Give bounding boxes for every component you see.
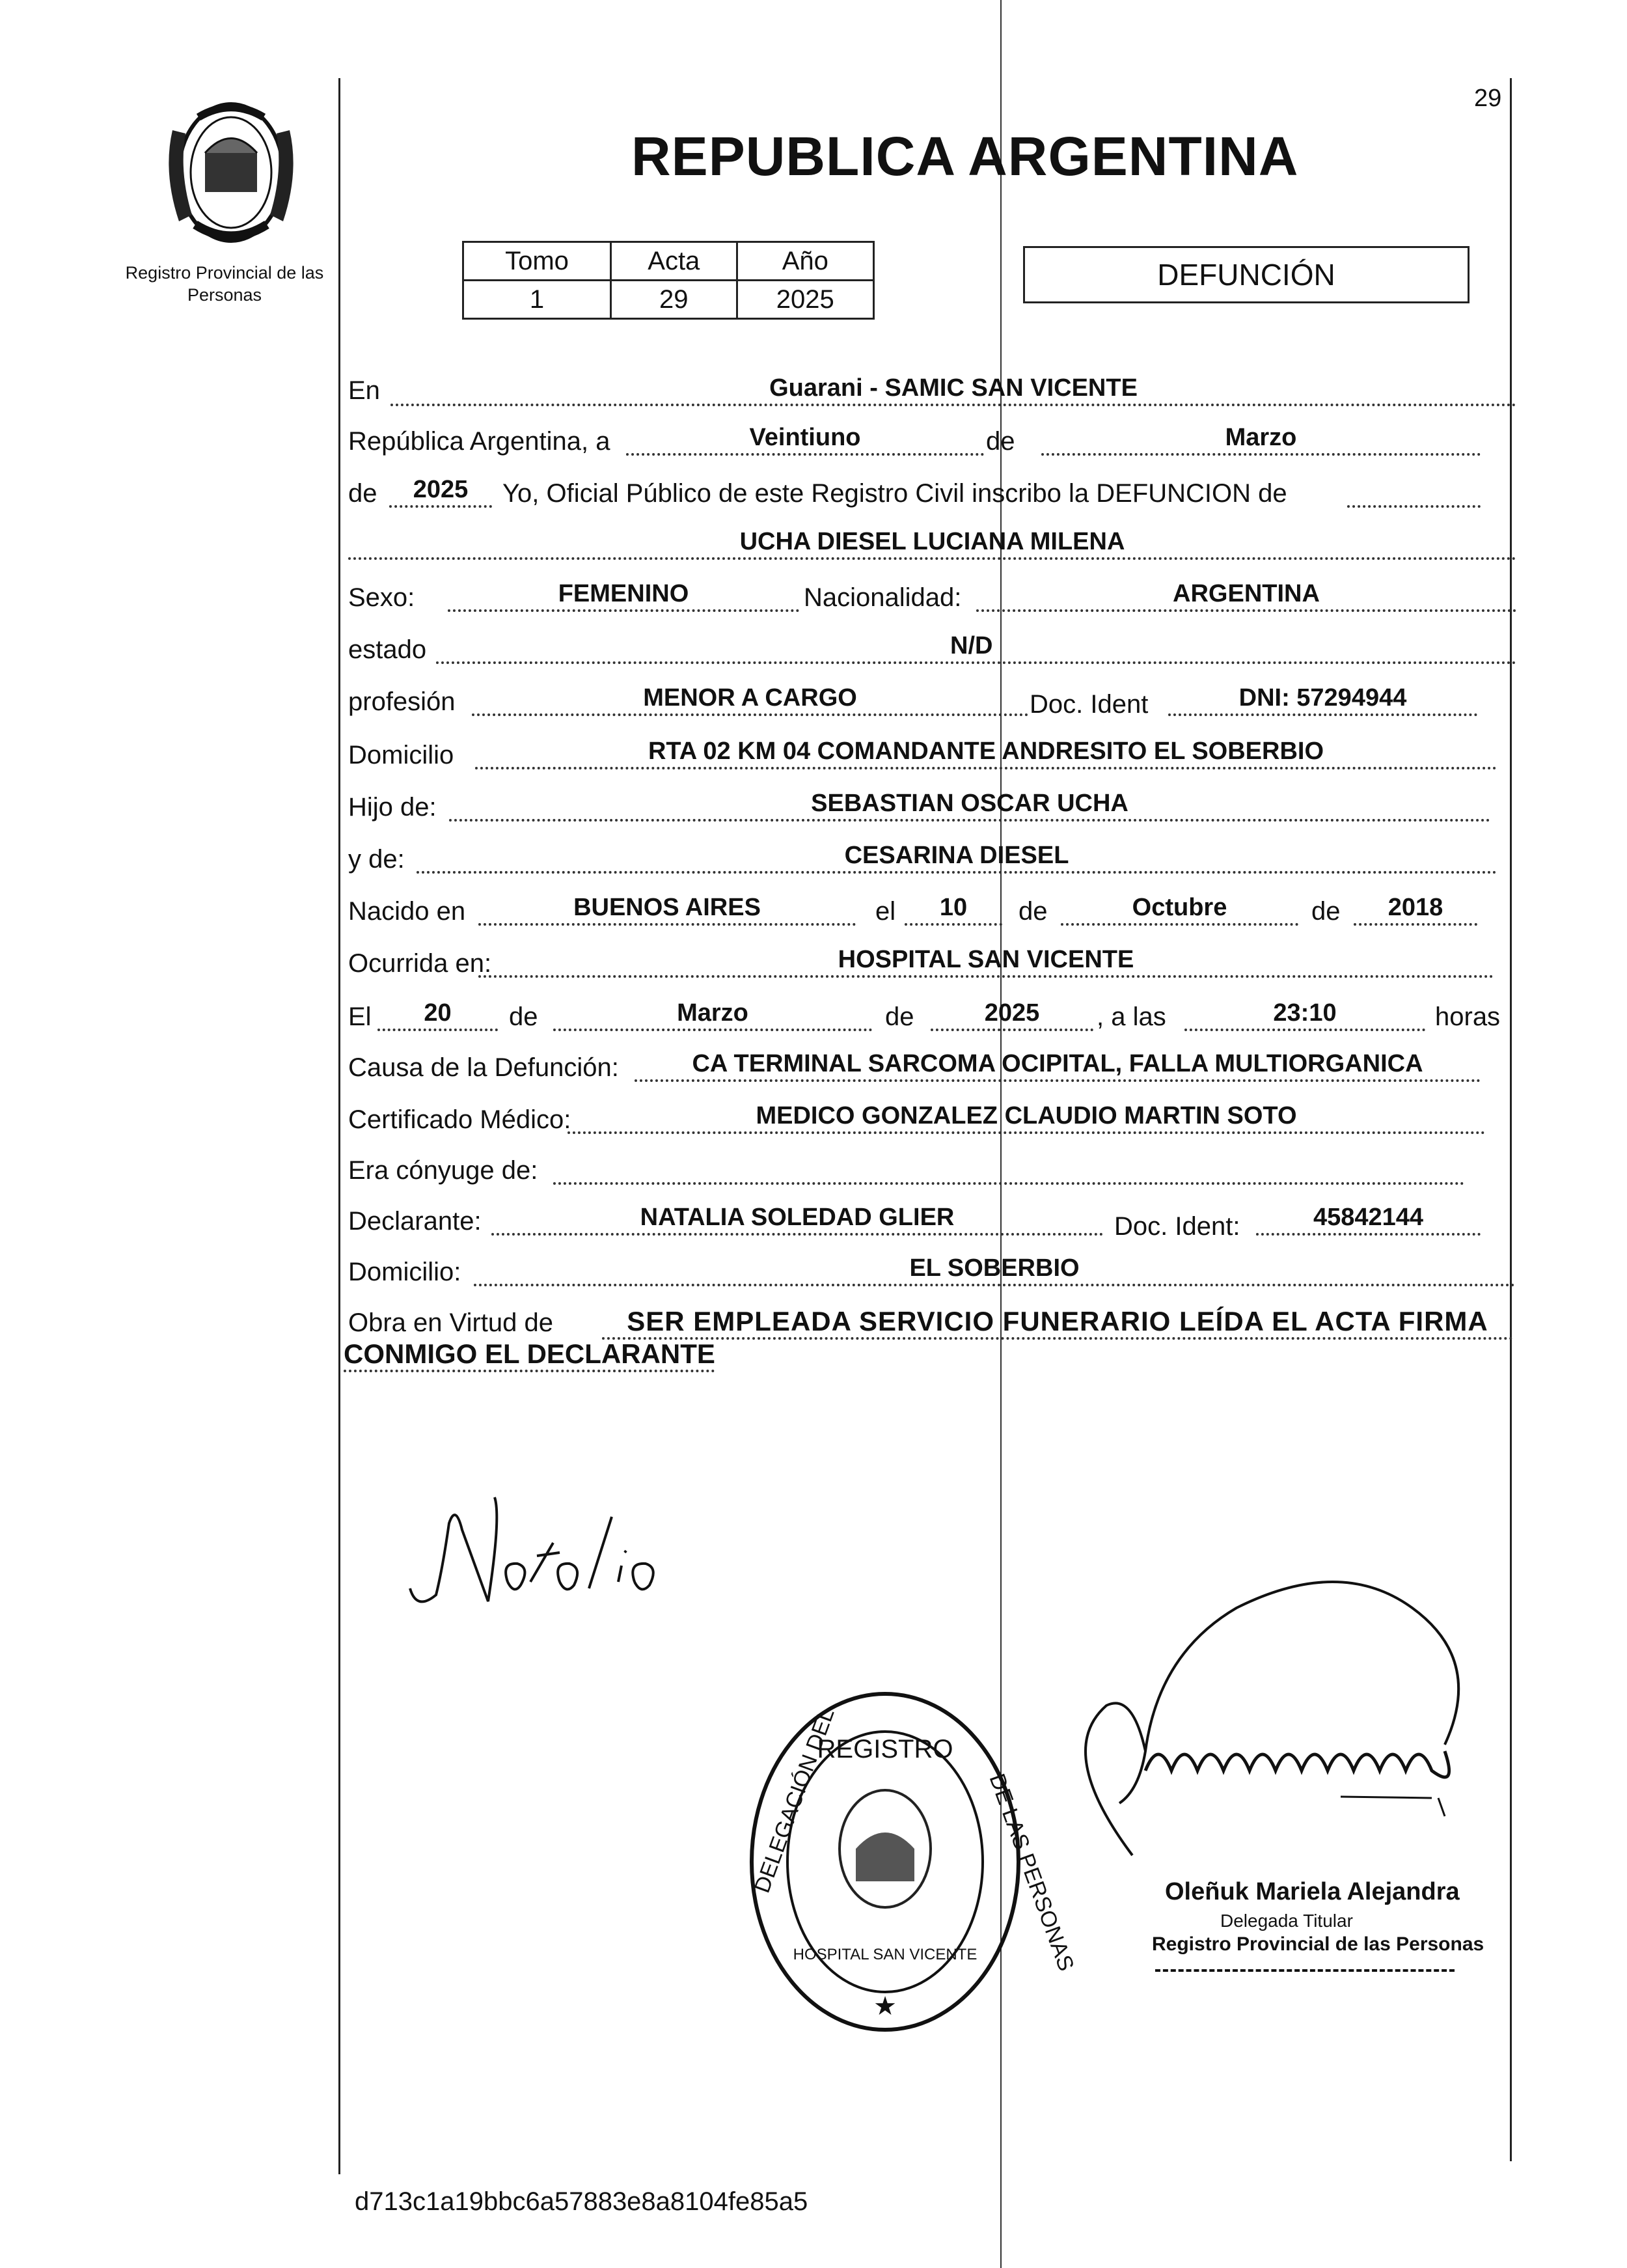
header-acta: Acta — [610, 242, 737, 281]
document-hash: d713c1a19bbc6a57883e8a8104fe85a5 — [355, 2187, 808, 2216]
nacionalidad-value: ARGENTINA — [976, 574, 1516, 612]
domicilio-value: RTA 02 KM 04 COMANDANTE ANDRESITO EL SOBERBIO — [475, 732, 1497, 769]
doc-label: Doc. Ident — [1030, 690, 1149, 719]
svg-text:DELEGACIÓN DEL: DELEGACIÓN DEL — [749, 1705, 840, 1896]
nacido-label: Nacido en — [348, 897, 466, 926]
official-underline — [1155, 1969, 1455, 1972]
de-label-1: de — [986, 427, 1015, 456]
obra-label: Obra en Virtud de — [348, 1308, 554, 1337]
def-de-label-2: de — [885, 1003, 914, 1031]
domicilio2-label: Domicilio: — [348, 1258, 461, 1286]
declarante-label: Declarante: — [348, 1207, 482, 1236]
alas-label: , a las — [1097, 1003, 1166, 1031]
conyuge-value — [553, 1147, 1464, 1185]
svg-text:HOSPITAL SAN VICENTE: HOSPITAL SAN VICENTE — [793, 1946, 978, 1963]
profesion-value: MENOR A CARGO — [472, 678, 1028, 716]
svg-text:REGISTRO: REGISTRO — [817, 1735, 953, 1763]
nac-dia-value: 10 — [905, 888, 1002, 926]
domicilio-label: Domicilio — [348, 741, 454, 769]
acta-table-value-row — [463, 281, 874, 319]
causa-value: CA TERMINAL SARCOMA OCIPITAL, FALLA MULTIORGANICA — [635, 1044, 1481, 1082]
header-tomo: Tomo — [463, 242, 611, 281]
left-margin-line — [338, 78, 340, 2174]
dia-value: Veintiuno — [626, 418, 984, 456]
horas-label: horas — [1435, 1003, 1501, 1031]
oficial-text: Yo, Oficial Público de este Registro Civil inscribo la DEFUNCION de — [502, 479, 1287, 508]
page-title: REPUBLICA ARGENTINA — [631, 126, 1299, 187]
nac-anio-value: 2018 — [1354, 888, 1477, 926]
hijo-label: Hijo de: — [348, 793, 437, 822]
en-value: Guarani - SAMIC SAN VICENTE — [390, 368, 1516, 406]
ocurrida-value: HOSPITAL SAN VICENTE — [478, 940, 1494, 978]
obra-line-1: SER EMPLEADA SERVICIO FUNERARIO LEÍDA EL ACTA FIRMA — [602, 1302, 1513, 1340]
def-de-label-1: de — [509, 1003, 538, 1031]
estado-text: N/D — [950, 632, 993, 659]
def-anio-value: 2025 — [931, 993, 1093, 1031]
province-seal — [159, 91, 303, 254]
estado-label: estado — [348, 635, 427, 664]
nac-de-label-2: de — [1311, 897, 1341, 926]
obra-line-2: CONMIGO EL DECLARANTE — [344, 1335, 715, 1372]
svg-text:DE LAS PERSONAS: DE LAS PERSONAS — [984, 1770, 1079, 1974]
republica-label: República Argentina, a — [348, 427, 610, 456]
doc2-label: Doc. Ident: — [1114, 1212, 1240, 1241]
causa-label: Causa de la Defunción: — [348, 1053, 619, 1082]
padre-value: SEBASTIAN OSCAR UCHA — [449, 784, 1490, 822]
declarante-value: NATALIA SOLEDAD GLIER — [491, 1198, 1103, 1236]
value-acta: 29 — [610, 281, 737, 319]
en-label: En — [348, 376, 380, 405]
document-type-label: DEFUNCIÓN — [1157, 258, 1335, 292]
official-role: Delegada Titular — [1220, 1911, 1353, 1931]
el2-label: El — [348, 1003, 372, 1031]
conyuge-label: Era cónyuge de: — [348, 1156, 538, 1185]
sexo-label: Sexo: — [348, 583, 415, 612]
nombre-value: UCHA DIESEL LUCIANA MILENA — [348, 522, 1516, 560]
def-mes-value: Marzo — [553, 993, 872, 1031]
value-anio: 2025 — [737, 281, 873, 319]
sexo-value: FEMENINO — [448, 574, 799, 612]
de-label-2: de — [348, 479, 377, 508]
official-name: Oleñuk Mariela Alejandra — [1165, 1878, 1460, 1905]
cert-value: MEDICO GONZALEZ CLAUDIO MARTIN SOTO — [567, 1096, 1485, 1134]
nac-mes-value: Octubre — [1061, 888, 1298, 926]
official-signature — [1028, 1556, 1484, 1881]
declarant-signature — [403, 1491, 677, 1634]
mes-value: Marzo — [1041, 418, 1481, 456]
official-stamp — [742, 1686, 1079, 2038]
svg-text:★: ★ — [873, 1992, 897, 2021]
doc2-value: 45842144 — [1256, 1198, 1481, 1236]
cert-label: Certificado Médico: — [348, 1105, 571, 1134]
nacido-en-value: BUENOS AIRES — [478, 888, 856, 926]
nacionalidad-label: Nacionalidad: — [804, 583, 962, 612]
value-tomo: 1 — [463, 281, 611, 319]
acta-table — [462, 241, 875, 320]
doc-value: DNI: 57294944 — [1168, 678, 1477, 716]
page-number: 29 — [1474, 85, 1502, 112]
el-label: el — [875, 897, 896, 926]
domicilio2-value: EL SOBERBIO — [474, 1249, 1515, 1286]
oficial-tail-line — [1347, 470, 1481, 508]
def-hora-value: 23:10 — [1184, 993, 1425, 1031]
madre-value: CESARINA DIESEL — [417, 836, 1497, 874]
yde-label: y de: — [348, 845, 405, 874]
ocurrida-label: Ocurrida en: — [348, 949, 492, 978]
registry-label: Registro Provincial de las Personas — [125, 263, 324, 305]
profesion-label: profesión — [348, 687, 456, 716]
document-type-box — [1023, 246, 1470, 303]
acta-table-header-row — [463, 242, 874, 281]
def-dia-value: 20 — [377, 993, 498, 1031]
anio-value: 2025 — [389, 470, 492, 508]
official-org: Registro Provincial de las Personas — [1152, 1933, 1484, 1955]
estado-value — [436, 626, 1516, 664]
nac-de-label-1: de — [1019, 897, 1048, 926]
header-anio: Año — [737, 242, 873, 281]
